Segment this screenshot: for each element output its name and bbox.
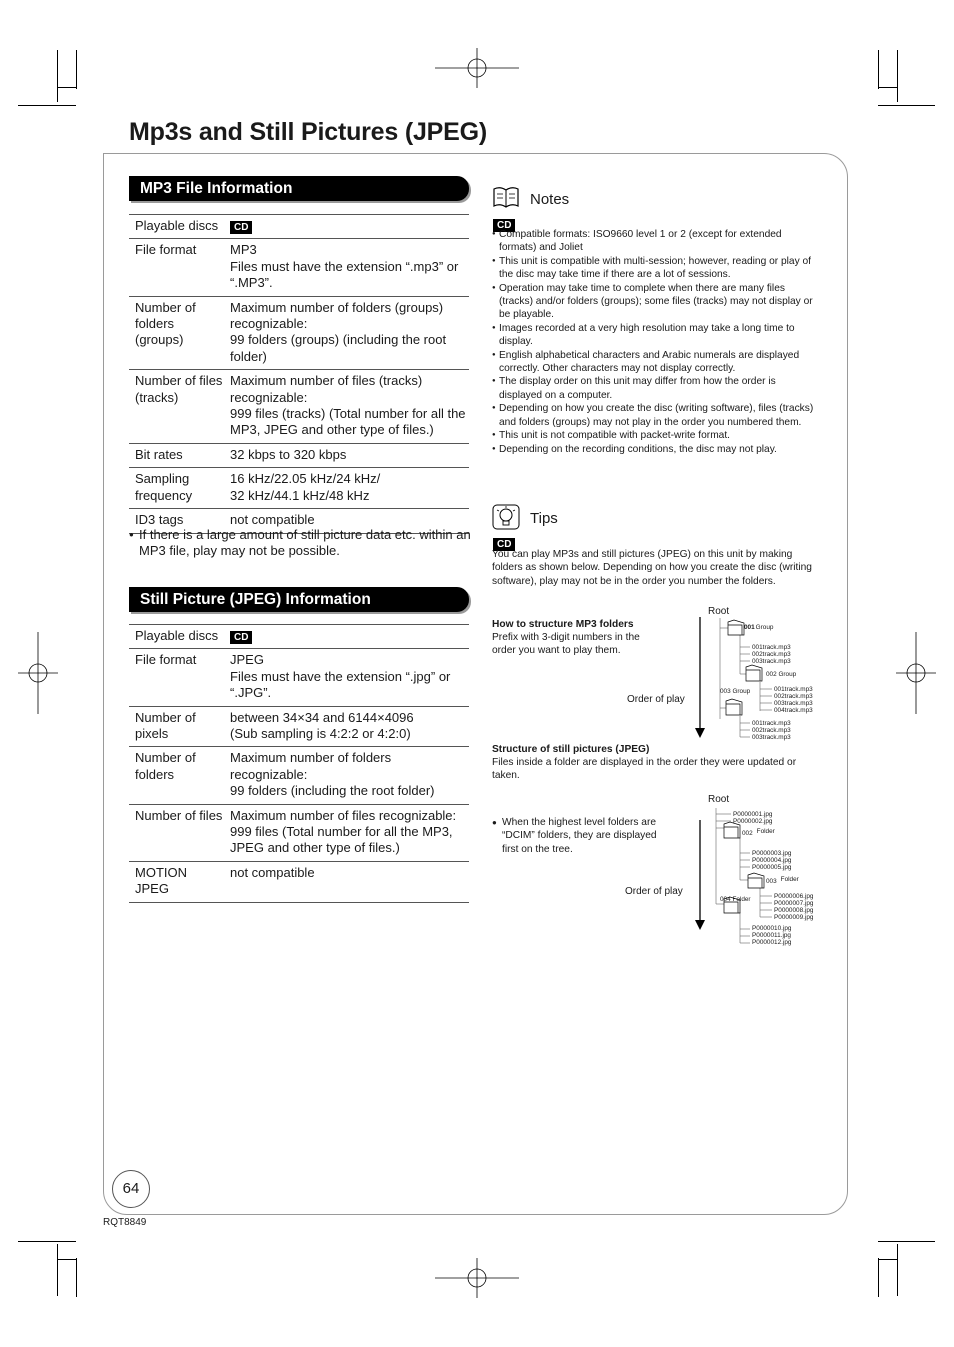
row-label: File format	[129, 239, 224, 296]
jpeg-folder-diagram	[600, 792, 830, 952]
jpeg-root-files: P0000001.jpg P0000002.jpg	[733, 811, 773, 825]
jpeg-folder4-files: P0000010.jpg P0000011.jpg P0000012.jpg	[752, 925, 792, 946]
row-label: Number of files (tracks)	[129, 370, 224, 444]
tips-icon	[492, 504, 520, 535]
table-row	[129, 804, 469, 861]
note-item: ● Compatible formats: ISO9660 level 1 or 2 (except for extended formats) and Joliet	[492, 228, 819, 255]
table-row	[129, 649, 469, 706]
page-number: 64	[112, 1170, 150, 1208]
row-value	[224, 443, 469, 467]
table-row	[129, 370, 469, 444]
value-line: Files must have the extension “.mp3” or “.MP3”.	[230, 258, 459, 291]
row-value	[224, 296, 469, 370]
mp3-info-table	[129, 214, 469, 534]
jpeg-section-heading: Still Picture (JPEG) Information	[129, 587, 469, 612]
value-line: Maximum number of files (tracks) recognizable:	[230, 373, 423, 405]
value-line: 32 kbps to 320 kbps	[230, 446, 347, 462]
mp3-folder3-files: 001track.mp3 002track.mp3 003track.mp3	[752, 720, 791, 741]
mp3-structure-title: How to structure MP3 folders	[492, 619, 634, 630]
value-line: 99 folders (including the root folder)	[230, 783, 435, 799]
row-value	[224, 747, 469, 804]
row-label: MOTION JPEG	[129, 861, 224, 902]
row-label: Sampling frequency	[129, 468, 224, 509]
value-line: (Sub sampling is 4:2:2 or 4:2:0)	[230, 726, 411, 742]
row-value	[224, 649, 469, 706]
jpeg-folder2-label: 002 Folder	[742, 828, 775, 837]
row-label: Playable discs	[129, 215, 224, 239]
mp3-folder3-label: 003 Group	[720, 688, 751, 695]
page-title: Mp3s and Still Pictures (JPEG)	[129, 118, 487, 146]
note-item: ● The display order on this unit may differ from how the order is displayed on a computer.	[492, 375, 819, 402]
row-label: ID3 tags	[129, 509, 224, 533]
jpeg-root-label: Root	[708, 794, 730, 805]
row-value	[224, 625, 469, 649]
row-value	[224, 215, 469, 239]
jpeg-structure-bullet: ● When the highest level folders are “DCIM” folders, they are displayed first on the tree.	[492, 816, 672, 856]
value-line: not compatible	[230, 864, 315, 880]
value-line: 999 files (tracks) (Total number for all the MP3, JPEG and other type of files.)	[230, 406, 466, 438]
value-line: 32 kHz/44.1 kHz/48 kHz	[230, 487, 370, 503]
mp3-root-label: Root	[708, 606, 730, 617]
tips-intro: You can play MP3s and still pictures (JPEG) on this unit by making folders as shown below. Depending on how you create the disc (writing software), play may not be in the order you number the folders.	[492, 549, 812, 587]
row-value	[224, 239, 469, 296]
value-line: JPEG	[230, 652, 264, 668]
value-line: between 34×34 and 6144×4096	[230, 709, 414, 725]
jpeg-folder3-files: P0000006.jpg P0000007.jpg P0000008.jpg P0000009.jpg	[774, 893, 814, 921]
table-row	[129, 215, 469, 239]
mp3-order-of-play-label: Order of play	[627, 694, 685, 705]
mp3-section-heading: MP3 File Information	[129, 176, 469, 201]
value-line: not compatible	[230, 512, 315, 528]
document-code: RQT8849	[103, 1217, 147, 1228]
tips-heading: Tips	[530, 510, 558, 527]
mp3-structure-text: Prefix with 3-digit numbers in the order you want to play them.	[492, 632, 640, 657]
jpeg-structure-text: Files inside a folder are displayed in the order they were updated or taken.	[492, 757, 797, 782]
mp3-folder2-label: 002 Group	[766, 671, 797, 678]
jpeg-folder4-label: 004 Folder	[720, 896, 751, 903]
row-label: Number of files	[129, 804, 224, 861]
row-label: File format	[129, 649, 224, 706]
value-line: Maximum number of folders recognizable:	[230, 750, 392, 782]
note-item: ● Depending on how you create the disc (writing software), files (tracks) and folders (groups) may not play in the order you numbered them.	[492, 402, 819, 429]
row-value	[224, 706, 469, 747]
jpeg-folder2-files: P0000003.jpg P0000004.jpg P0000005.jpg	[752, 850, 792, 871]
mp3-folder-diagram	[600, 604, 830, 744]
notes-icon	[492, 185, 520, 214]
row-value	[224, 861, 469, 902]
jpeg-order-of-play-label: Order of play	[625, 886, 683, 897]
note-item: ● Operation may take time to complete when there are many files (tracks) and/or folders (groups); some files (tracks) may not display or be playable.	[492, 282, 819, 322]
tips-cd-badge: CD	[493, 538, 515, 551]
value-line: Files must have the extension “.jpg” or “.JPG”.	[230, 668, 451, 701]
value-line: 999 files (Total number for all the MP3, JPEG and other type of files.)	[230, 824, 453, 856]
value-line: MP3	[230, 242, 257, 258]
row-label: Number of folders (groups)	[129, 296, 224, 370]
cd-badge: CD	[230, 221, 252, 234]
row-label: Number of folders	[129, 747, 224, 804]
jpeg-structure-title: Structure of still pictures (JPEG)	[492, 744, 650, 755]
row-value	[224, 804, 469, 861]
jpeg-info-table	[129, 624, 469, 903]
notes-heading: Notes	[530, 191, 570, 208]
row-label: Playable discs	[129, 625, 224, 649]
value-line: 99 folders (groups) (including the root folder)	[230, 332, 447, 364]
table-row	[129, 468, 469, 509]
row-label: Number of pixels	[129, 706, 224, 747]
mp3-note: ● If there is a large amount of still picture data etc. within an MP3 file, play may not be possible.	[129, 527, 479, 560]
note-item: ● Images recorded at a very high resolution may take a long time to display.	[492, 322, 819, 349]
value-line: Maximum number of folders (groups) recognizable:	[230, 299, 444, 332]
cd-badge: CD	[230, 631, 252, 644]
note-item: ● This unit is not compatible with packet-write format.	[492, 429, 819, 442]
notes-cd-badge: CD	[493, 219, 515, 232]
table-row	[129, 706, 469, 747]
row-label: Bit rates	[129, 443, 224, 467]
notes-list	[492, 228, 819, 456]
value-line: Maximum number of files recognizable:	[230, 807, 457, 823]
note-item: ● Depending on the recording conditions, the disc may not play.	[492, 443, 819, 456]
row-value	[224, 468, 469, 509]
table-row	[129, 296, 469, 370]
table-row	[129, 443, 469, 467]
table-row	[129, 747, 469, 804]
mp3-folder1-number: 001	[744, 624, 755, 631]
row-value	[224, 370, 469, 444]
table-row	[129, 239, 469, 296]
mp3-folder2-files: 001track.mp3 002track.mp3 003track.mp3 004track.mp3	[774, 686, 813, 714]
mp3-folder1-label: Group	[755, 624, 774, 631]
mp3-folder1-files: 001track.mp3 002track.mp3 003track.mp3	[752, 644, 791, 665]
note-item: ● This unit is compatible with multi-session; however, reading or play of the disc may take time if there are a lot of sessions.	[492, 255, 819, 282]
jpeg-folder3-label: 003 Folder	[766, 876, 799, 885]
note-item: ● English alphabetical characters and Arabic numerals are displayed correctly. Other characters may not display correctly.	[492, 349, 819, 376]
value-line: 16 kHz/22.05 kHz/24 kHz/	[230, 471, 381, 487]
table-row	[129, 861, 469, 902]
table-row	[129, 625, 469, 649]
